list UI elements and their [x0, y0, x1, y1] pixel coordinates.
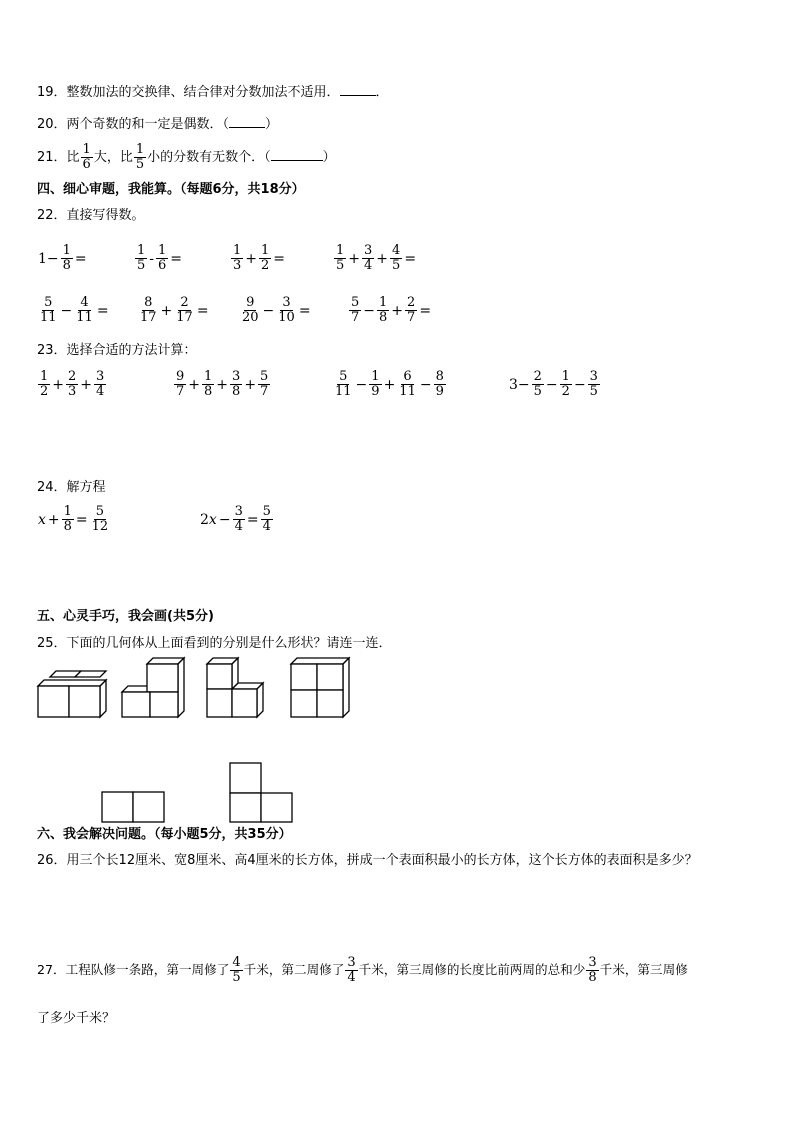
numerator: 9 — [246, 295, 255, 310]
question-21-end: ） — [322, 150, 336, 165]
operator: + — [216, 376, 229, 393]
denominator: 5 — [392, 258, 401, 273]
denominator: 5 — [137, 258, 146, 273]
denominator: 5 — [135, 157, 145, 172]
operator: − — [60, 302, 73, 319]
operand: 1− — [38, 250, 59, 267]
question-19-text: 19．整数加法的交换律、结合律对分数加法不适用． — [37, 85, 340, 100]
denominator: 5 — [232, 970, 241, 985]
operator: + — [244, 376, 257, 393]
denominator: 7 — [260, 384, 269, 399]
denominator: 12 — [91, 519, 109, 534]
question-21-text-b: 大，比 — [93, 150, 133, 165]
top-view-shape-b[interactable] — [230, 763, 292, 822]
question-27-text-a: 27．工程队修一条路，第一周修了 — [37, 962, 230, 977]
equals-sign: = — [298, 302, 311, 319]
section-5-heading: 五、心灵手巧，我会画(共5分) — [37, 609, 214, 624]
equals-sign: = — [246, 511, 259, 528]
variable: x — [38, 511, 46, 528]
denominator: 11 — [40, 310, 57, 325]
cube-side — [232, 658, 238, 689]
numerator: 1 — [261, 243, 270, 258]
question-27-continued: 了多少千米？ — [37, 1011, 116, 1026]
numerator: 1 — [158, 243, 167, 258]
numerator: 1 — [379, 295, 388, 310]
cube-face — [317, 690, 343, 717]
denominator: 5 — [336, 258, 345, 273]
cube-side — [343, 658, 349, 717]
numerator: 3 — [282, 295, 291, 310]
operator: − — [573, 376, 586, 393]
denominator: 3 — [68, 384, 77, 399]
numerator: 5 — [260, 369, 269, 384]
denominator: 10 — [278, 310, 295, 325]
numerator: 5 — [44, 295, 53, 310]
numerator: 9 — [176, 369, 185, 384]
numerator: 5 — [262, 504, 271, 519]
numerator: 1 — [135, 142, 145, 157]
section-4-heading: 四、细心审题，我能算。（每题6分，共18分） — [37, 182, 305, 197]
numerator: 1 — [137, 243, 146, 258]
operator: − — [545, 376, 558, 393]
operator: + — [80, 376, 93, 393]
denominator: 4 — [96, 384, 105, 399]
numerator: 3 — [347, 955, 356, 970]
denominator: 9 — [435, 384, 444, 399]
question-27-text-d: 千米，第三周修 — [599, 962, 688, 977]
cube-face — [232, 689, 257, 717]
cube-top — [75, 671, 106, 677]
question-20-text: 20．两个奇数的和一定是偶数．（ — [37, 117, 230, 132]
equals-sign: = — [75, 511, 88, 528]
numerator: 5 — [351, 295, 360, 310]
numerator: 3 — [232, 369, 241, 384]
operator: + — [188, 376, 201, 393]
numerator: 1 — [336, 243, 345, 258]
numerator: 8 — [435, 369, 444, 384]
operator: + — [391, 302, 404, 319]
cube-face — [147, 664, 178, 692]
operator: + — [376, 250, 389, 267]
denominator: 4 — [234, 519, 243, 534]
fraction — [345, 956, 357, 985]
denominator: 8 — [232, 384, 241, 399]
equals-sign: = — [196, 302, 209, 319]
denominator: 2 — [561, 384, 570, 399]
operator: + — [245, 250, 258, 267]
question-21-text-a: 21．比 — [37, 150, 80, 165]
denominator: 5 — [589, 384, 598, 399]
operator: − — [419, 376, 432, 393]
cube-face — [291, 690, 317, 717]
cube-face — [291, 664, 317, 690]
numerator: 1 — [62, 243, 71, 258]
operator: − — [218, 511, 231, 528]
numerator: 5 — [95, 504, 105, 519]
denominator: 20 — [242, 310, 259, 325]
numerator: 3 — [96, 369, 105, 384]
square — [261, 793, 292, 822]
denominator: 8 — [63, 519, 72, 534]
square — [102, 792, 133, 822]
denominator: 8 — [588, 970, 597, 985]
denominator: 3 — [233, 258, 242, 273]
numerator: 1 — [40, 369, 49, 384]
numerator: 1 — [371, 369, 380, 384]
cube-side — [257, 683, 263, 717]
operator: + — [383, 376, 396, 393]
denominator: 7 — [351, 310, 360, 325]
question-26: 26．用三个长12厘米、宽8厘米、高4厘米的长方体，拼成一个表面积最小的长方体，这个长方体的表面积是多少？ — [37, 853, 698, 868]
denominator: 6 — [158, 258, 167, 273]
numerator: 4 — [232, 955, 241, 970]
denominator: 9 — [371, 384, 380, 399]
denominator: 17 — [176, 310, 193, 325]
numerator: 2 — [533, 369, 542, 384]
square — [230, 793, 261, 822]
numerator: 2 — [180, 295, 189, 310]
numerator: 8 — [144, 295, 153, 310]
operator: + — [52, 376, 65, 393]
denominator: 2 — [40, 384, 49, 399]
denominator: 4 — [364, 258, 373, 273]
question-20-end: ） — [265, 117, 279, 132]
numerator: 3 — [234, 504, 243, 519]
denominator: 17 — [140, 310, 157, 325]
question-22-label: 22．直接写得数。 — [37, 208, 145, 223]
question-27 — [37, 953, 688, 987]
numerator: 1 — [63, 504, 72, 519]
denominator: 6 — [82, 157, 91, 172]
denominator: 11 — [399, 384, 416, 399]
numerator: 4 — [80, 295, 89, 310]
fraction — [586, 956, 598, 985]
numerator: 1 — [204, 369, 213, 384]
equals-sign: = — [273, 250, 286, 267]
denominator: 2 — [261, 258, 270, 273]
question-27-text-b: 千米，第二周修了 — [243, 962, 345, 977]
numerator: 2 — [68, 369, 77, 384]
operand: 3− — [509, 376, 530, 393]
numerator: 3 — [588, 955, 597, 970]
question-21-text-c: 小的分数有无数个．（ — [147, 150, 271, 165]
denominator: 8 — [62, 258, 71, 273]
operator: − — [363, 302, 376, 319]
numerator: 1 — [561, 369, 570, 384]
solid-4[interactable] — [291, 658, 349, 717]
cube-face — [150, 692, 178, 717]
numerator: 2 — [407, 295, 416, 310]
equals-sign: = — [96, 302, 109, 319]
cube-side — [178, 658, 184, 717]
denominator: 8 — [204, 384, 213, 399]
operator: + — [160, 302, 173, 319]
denominator: 11 — [335, 384, 352, 399]
equals-sign: = — [170, 250, 183, 267]
numerator: 1 — [82, 142, 91, 157]
solid-3[interactable] — [207, 658, 263, 717]
denominator: 5 — [533, 384, 542, 399]
denominator: 8 — [379, 310, 388, 325]
cube-top — [291, 658, 349, 664]
numerator: 1 — [233, 243, 242, 258]
operator: + — [348, 250, 361, 267]
numerator: 4 — [392, 243, 401, 258]
equals-sign: = — [74, 250, 87, 267]
square — [133, 792, 164, 822]
section-6-heading: 六、我会解决问题。（每小题5分，共35分） — [37, 827, 292, 842]
numerator: 5 — [339, 369, 348, 384]
cube-face — [69, 686, 100, 717]
question-25: 25．下面的几何体从上面看到的分别是什么形状？请连一连． — [37, 636, 392, 651]
top-view-shape-a[interactable] — [102, 792, 164, 822]
operator: - — [149, 250, 155, 267]
numerator: 6 — [403, 369, 412, 384]
question-27-text-c: 千米，第三周修的长度比前两周的总和少 — [358, 962, 586, 977]
numerator: 3 — [589, 369, 598, 384]
denominator: 4 — [262, 519, 271, 534]
cube-face — [38, 686, 69, 717]
denominator: 4 — [347, 970, 356, 985]
operator: − — [355, 376, 368, 393]
equals-sign: = — [404, 250, 417, 267]
operator: − — [262, 302, 275, 319]
square — [230, 763, 261, 793]
variable: x — [208, 511, 217, 528]
question-19-end: ． — [375, 85, 389, 100]
question-23-label: 23．选择合适的方法计算： — [37, 343, 197, 358]
solid-2[interactable] — [122, 658, 184, 717]
operator: + — [47, 511, 60, 528]
cube-top — [38, 680, 106, 686]
cube-face — [207, 664, 232, 689]
cube-face — [122, 692, 150, 717]
numerator: 3 — [364, 243, 373, 258]
question-24-label: 24．解方程 — [37, 480, 106, 495]
denominator: 7 — [407, 310, 416, 325]
equals-sign: = — [419, 302, 432, 319]
fraction — [230, 956, 242, 985]
denominator: 7 — [176, 384, 185, 399]
coefficient: 2 — [200, 511, 209, 528]
solid-1[interactable] — [38, 671, 106, 717]
denominator: 11 — [76, 310, 93, 325]
cube-face — [317, 664, 343, 690]
cube-face — [207, 689, 232, 717]
